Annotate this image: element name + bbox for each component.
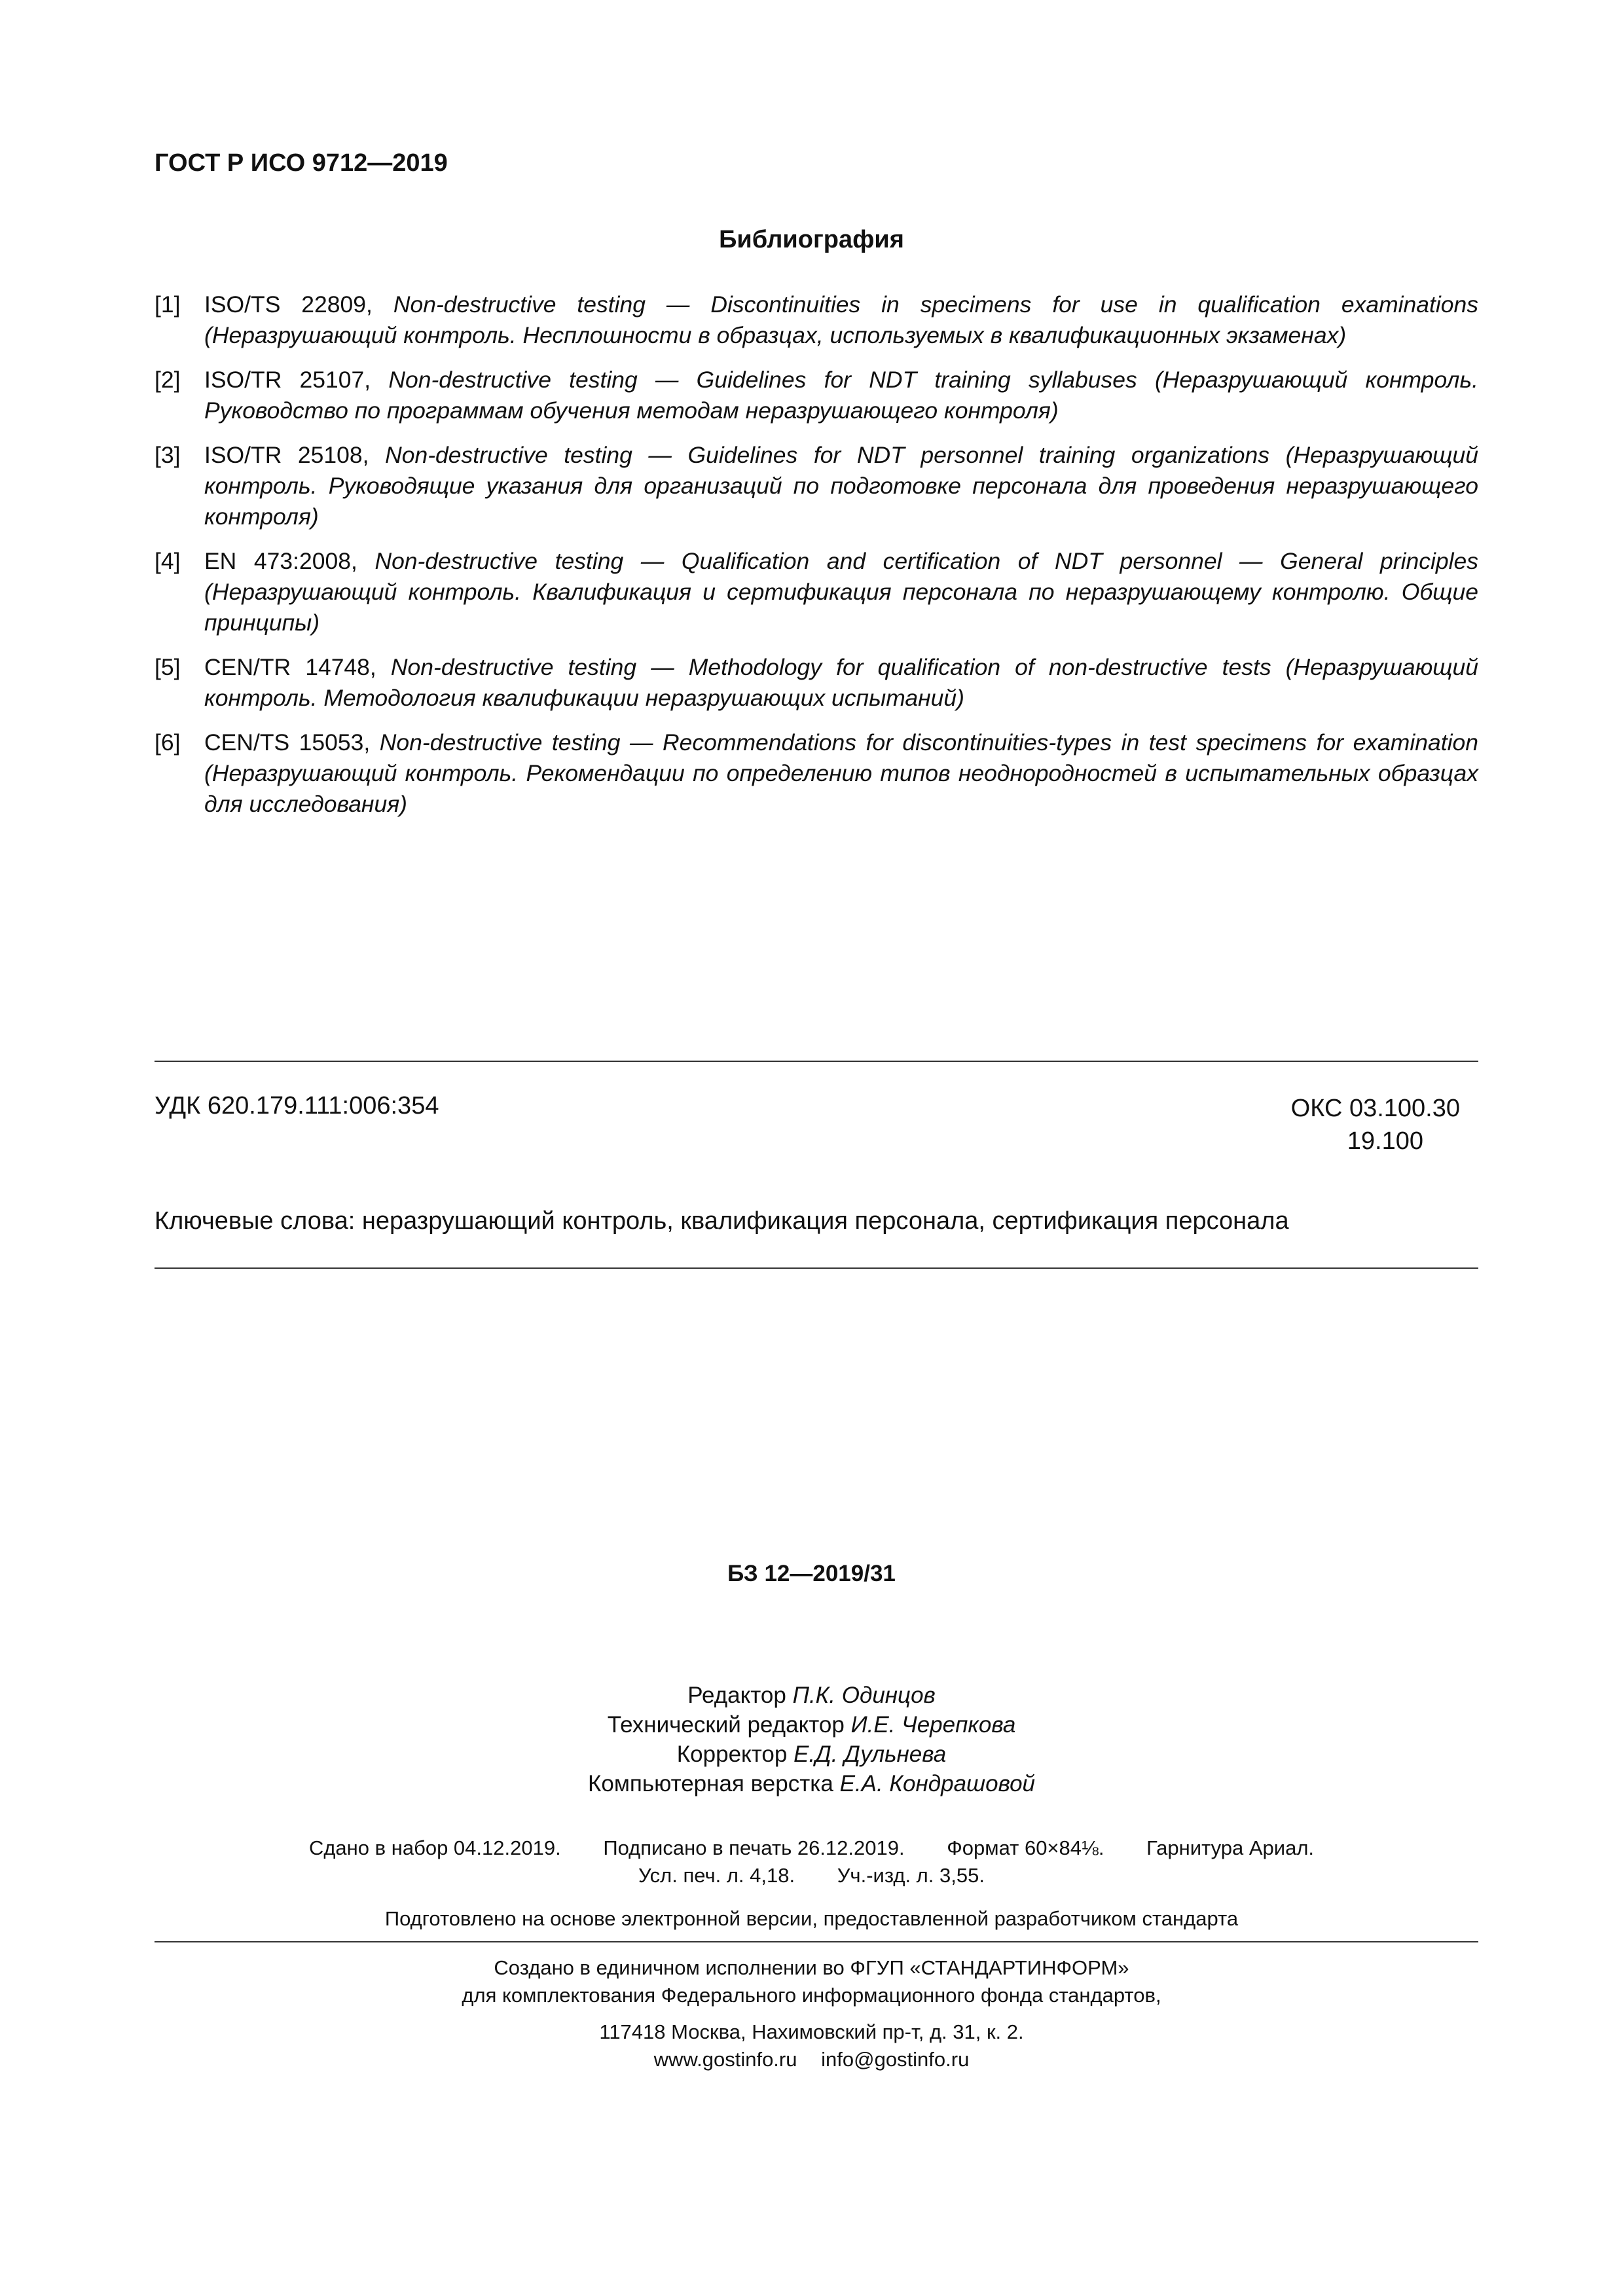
entry-number: [1] [155,291,181,318]
oks-line-1: ОКС 03.100.30 [1290,1095,1460,1122]
bibliography-entry [155,440,1478,532]
submitted-date: Сдано в набор 04.12.2019. [308,1836,561,1859]
entry-title-ru: (Неразрушающий контроль. Руководство по программам обучения методам неразрушающего контроля) [204,367,1478,424]
created-line-1: Создано в единичном исполнении во ФГУП «СТАНДАРТИНФОРМ» [494,1956,1129,1979]
signed-date: Подписано в печать 26.12.2019. [603,1836,905,1859]
udk-code: УДК 620.179.111:006:354 [155,1092,439,1120]
credit-line [0,1740,1623,1769]
contact-links [0,2046,1623,2073]
print-info-line-2 [0,1862,1623,1889]
credit-line [0,1710,1623,1740]
entry-title-en: Non-destructive testing — Methodology for qualification of non-destructive tests [390,654,1271,680]
uch-sheets: Уч.-изд. л. 3,55. [837,1864,985,1887]
entry-number: [3] [155,442,181,468]
credit-role: Редактор [687,1683,786,1708]
bibliography-entry [155,365,1478,426]
credit-name: П.К. Одинцов [792,1683,936,1708]
bibliography-title: Библиография [719,226,904,253]
prepared-note: Подготовлено на основе электронной версии, предоставленной разработчиком стандарта [384,1907,1239,1930]
bibliography-entry [155,727,1478,820]
entry-code: CEN/TS 15053, [204,729,371,756]
typeface: Гарнитура Ариал. [1146,1836,1315,1859]
credit-line [0,1681,1623,1710]
keywords: Ключевые слова: неразрушающий контроль, квалификация персонала, сертификация персонала [155,1207,1289,1235]
entry-number: [4] [155,548,181,574]
divider-bottom [155,1941,1478,1942]
publisher-contacts [0,2018,1623,2073]
entry-title-en: Non-destructive testing — Qualification and certification of NDT personnel — General principles [374,548,1478,574]
bz-number: БЗ 12—2019/31 [727,1561,896,1586]
entry-title-ru: (Неразрушающий контроль. Квалификация и сертификация персонала по неразрушающему контролю. Общие принципы) [204,579,1478,636]
oks-line-2: 19.100 [1347,1127,1423,1155]
bibliography-entry [155,289,1478,351]
entry-title-ru: (Неразрушающий контроль. Несплошности в образцах, используемых в квалификационных экзаменах) [204,322,1347,348]
entry-title-ru: (Неразрушающий контроль. Методология квалификации неразрушающих испытаний) [204,654,1478,711]
usl-sheets: Усл. печ. л. 4,18. [638,1864,795,1887]
credit-line [0,1769,1623,1798]
entry-number: [2] [155,367,181,393]
entry-title-en: Non-destructive testing — Guidelines for NDT personnel training organizations [385,442,1270,468]
website-link[interactable]: www.gostinfo.ru [653,2048,797,2071]
address: 117418 Москва, Нахимовский пр-т, д. 31, к. 2. [599,2020,1024,2043]
entry-number: [6] [155,729,181,756]
divider-keywords [155,1267,1478,1269]
credit-role: Технический редактор [607,1712,845,1738]
created-line-2: для комплектования Федерального информационного фонда стандартов, [462,1984,1161,2007]
entry-code: CEN/TR 14748, [204,654,376,680]
credits [0,1681,1623,1798]
bibliography-list [155,289,1478,833]
entry-title-en: Non-destructive testing — Recommendations for discontinuities-types in test specimens for examination [379,729,1478,756]
created-note [0,1954,1623,2009]
divider-top [155,1061,1478,1062]
entry-title-en: Non-destructive testing — Discontinuities in specimens for use in qualification examinations [393,291,1479,318]
entry-code: EN 473:2008, [204,548,357,574]
entry-title-en: Non-destructive testing — Guidelines for NDT training syllabuses [388,367,1137,393]
oks-codes [1273,1092,1460,1157]
entry-code: ISO/TS 22809, [204,291,373,318]
bibliography-entry [155,652,1478,714]
print-info-line-1 [0,1834,1623,1862]
standard-header: ГОСТ Р ИСО 9712—2019 [155,149,448,177]
credit-name: Е.А. Кондрашовой [839,1771,1036,1796]
bibliography-entry [155,546,1478,638]
email-link[interactable]: info@gostinfo.ru [821,2048,970,2071]
credit-role: Компьютерная верстка [587,1771,833,1796]
credit-name: И.Е. Черепкова [850,1712,1016,1738]
print-info [0,1834,1623,1889]
entry-number: [5] [155,654,181,680]
entry-code: ISO/TR 25108, [204,442,369,468]
entry-title-ru: (Неразрушающий контроль. Рекомендации по определению типов неоднородностей в испытательных образцах для исследования) [204,760,1478,817]
credit-role: Корректор [676,1741,788,1767]
print-format: Формат 60×84⅛. [947,1836,1104,1859]
credit-name: Е.Д. Дульнева [793,1741,947,1767]
entry-code: ISO/TR 25107, [204,367,371,393]
entry-title-ru: (Неразрушающий контроль. Руководящие указания для организаций по подготовке персонала для проведения неразрушающего контроля) [204,442,1478,530]
